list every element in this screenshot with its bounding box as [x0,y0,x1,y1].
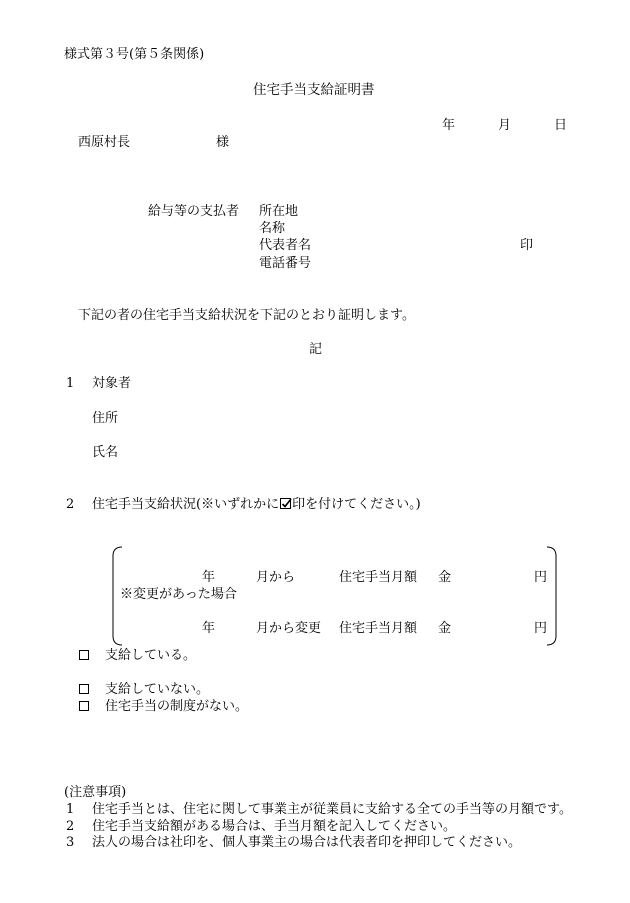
addressee-name: 西原村長 [78,135,131,150]
document-title: 住宅手当支給証明書 [253,82,375,98]
payer-phone-label: 電話番号 [259,256,312,271]
section2-title-after: 印を付けてください。) [292,497,421,512]
payer-name-label: 名称 [259,221,286,236]
row1-yen-label: 円 [534,570,548,585]
note-1-text: 住宅手当とは、住宅に関して事業主が従業員に支給する全ての手当等の月額です。 [92,802,572,817]
change-note: ※変更があった場合 [120,587,237,602]
notes-title: (注意事項) [64,785,127,800]
payer-address-label: 所在地 [259,204,299,219]
row2-year-label: 年 [202,621,216,636]
addressee-honorific: 様 [216,135,230,150]
option-not-paying-label: 支給していない。 [105,682,210,697]
right-bracket-icon [545,546,559,646]
date-day-label: 日 [554,118,568,133]
section2-title [92,498,421,511]
option-not-paying[interactable] [79,683,209,696]
note-3-text: 法人の場合は社印を、個人事業主の場合は代表者印を押印してください。 [92,835,522,850]
row2-yen-label: 円 [534,621,548,636]
row2-monthly-label: 住宅手当月額 [339,621,418,636]
section1-name-label: 氏名 [92,445,119,460]
section2-number: 2 [66,497,75,512]
checkmark-example-icon [280,498,291,509]
note-2-number: 2 [66,819,75,834]
section1-title: 対象者 [92,376,132,391]
section1-address-label: 住所 [92,411,119,426]
option-paying-label: 支給している。 [105,648,197,663]
payer-seal-mark: 印 [520,238,534,253]
section1-number: 1 [66,376,75,391]
note-2-text: 住宅手当支給額がある場合は、手当月額を記入してください。 [92,819,457,834]
note-3-number: 3 [66,835,75,850]
date-year-label: 年 [442,118,456,133]
row2-month-change-label: 月から変更 [256,621,322,636]
checkbox-icon[interactable] [79,684,89,694]
option-paying[interactable] [79,649,196,662]
row1-kin-label: 金 [438,570,452,585]
date-month-label: 月 [498,118,512,133]
option-no-system-label: 住宅手当の制度がない。 [105,699,249,714]
checkbox-icon[interactable] [79,650,89,660]
row1-year-label: 年 [202,570,216,585]
row1-month-from-label: 月から [256,570,296,585]
payer-representative-label: 代表者名 [259,238,312,253]
intro-text: 下記の者の住宅手当支給状況を下記のとおり証明します。 [78,308,415,323]
row1-monthly-label: 住宅手当月額 [339,570,418,585]
row2-kin-label: 金 [438,621,452,636]
section2-title-before: 住宅手当支給状況(※いずれかに [92,497,280,512]
form-number: 様式第３号(第５条関係) [64,47,205,62]
checkbox-icon[interactable] [79,701,89,711]
note-1-number: 1 [66,802,75,817]
payer-label: 給与等の支払者 [148,204,240,219]
option-no-system[interactable] [79,700,248,713]
ki-heading: 記 [309,342,323,357]
